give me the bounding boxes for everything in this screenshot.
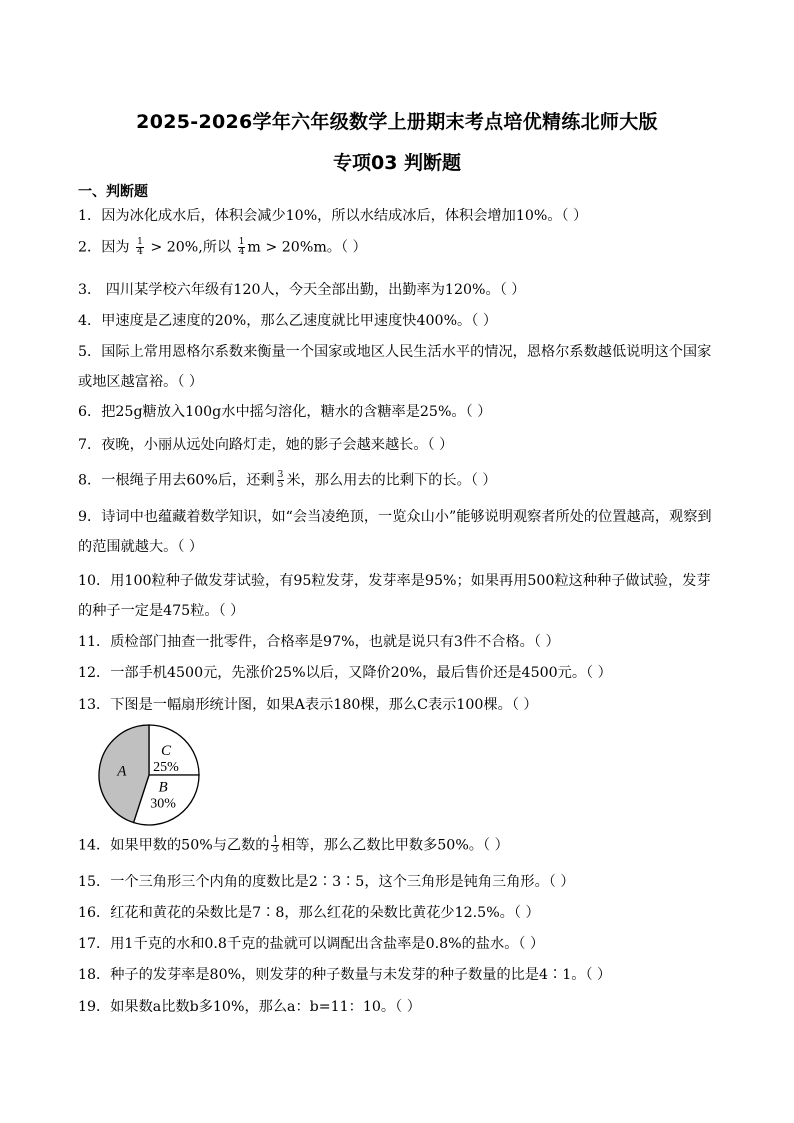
question-8-text-b: 米，那么用去的比剩下的长。（ ） [286,472,497,489]
page-subtitle: 专项03 判断题 [332,152,462,174]
page-title: 2025-2026学年六年级数学上册期末考点培优精练北师大版 [136,111,658,133]
question-2 [78,238,367,257]
question-9: 9．诗词中也蕴藏着数学知识，如“会当凌绝顶，一览众山小”能够说明观察者所处的位置越高，观察到的范围就越大。（ ） [78,509,712,555]
fraction-denominator: 4 [238,247,245,257]
question-6: 6．把25g糖放入100g水中摇匀溶化，糖水的含糖率是25%。（ ） [78,404,492,420]
question-17: 17．用1千克的水和0.8千克的盐就可以调配出含盐率是0.8%的盐水。（ ） [78,936,545,952]
question-19: 19．如果数a比数b多10%，那么a：b=11：10。（ ） [78,999,421,1015]
section-heading: 一、判断题 [78,184,148,200]
fraction-three-fifths [277,471,285,490]
pie-value-b: 30% [150,796,176,812]
fraction-one-third [271,836,279,855]
question-4: 4．甲速度是乙速度的20%，那么乙速度就比甲速度快400%。（ ） [78,313,498,329]
fraction-denominator: 5 [277,480,284,490]
fraction-numerator: 1 [272,835,279,845]
question-2-text-b: > 20%,所以 [145,239,236,256]
fraction-denominator: 4 [137,247,143,257]
pie-chart [96,722,202,828]
question-5: 5．国际上常用恩格尔系数来衡量一个国家或地区人民生活水平的情况，恩格尔系数越低说明这个国家或地区越富裕。（ ） [78,344,712,390]
pie-label-c: C [160,743,171,760]
fraction-one-quarter [238,238,246,257]
question-18: 18．种子的发芽率是80%，则发芽的种子数量与未发芽的种子数量的比是4∶1。（ ） [78,967,612,983]
pie-label-a: A [117,763,127,780]
question-14-text-b: 相等，那么乙数比甲数多50%。（ ） [281,837,509,854]
question-7: 7．夜晚，小丽从远处向路灯走，她的影子会越来越长。（ ） [78,437,454,453]
question-12: 12．一部手机4500元，先涨价25%以后，又降价20%，最后售价还是4500元。（ ） [78,665,612,681]
question-14-text-a: 14．如果甲数的50%与乙数的 [78,837,270,854]
question-10: 10．用100粒种子做发芽试验，有95粒发芽，发芽率是95%；如果再用500粒这种种子做试验，发芽的种子一定是475粒。（ ） [78,573,711,619]
question-2-text-a: 2．因为 [78,239,135,256]
fraction-denominator: 3 [272,845,279,855]
fraction-numerator: 3 [277,470,284,480]
question-11: 11．质检部门抽查一批零件，合格率是97%，也就是说只有3件不合格。（ ） [78,634,560,650]
question-8 [78,471,497,490]
question-8-text-a: 8．一根绳子用去60%后，还剩 [78,472,275,489]
question-1: 1．因为冰化成水后，体积会减少10%，所以水结成冰后，体积会增加10%。（ ） [78,208,588,224]
question-2-text-c: m > 20%m。（ ） [247,239,367,256]
question-3: 3． 四川某学校六年级有120人，今天全部出勤，出勤率为120%。（ ） [78,282,526,298]
fraction-one-quarter [136,238,144,257]
pie-label-b: B [158,779,168,796]
question-15: 15．一个三角形三个内角的度数比是2∶3∶5，这个三角形是钝角三角形。（ ） [78,874,575,890]
question-13: 13．下图是一幅扇形统计图，如果A表示180棵，那么C表示100棵。（ ） [78,697,538,713]
question-14 [78,836,509,855]
question-16: 16．红花和黄花的朵数比是7∶8，那么红花的朵数比黄花少12.5%。（ ） [78,905,540,921]
fraction-numerator: 1 [238,237,245,247]
pie-value-c: 25% [153,760,179,776]
fraction-numerator: 1 [137,237,143,247]
